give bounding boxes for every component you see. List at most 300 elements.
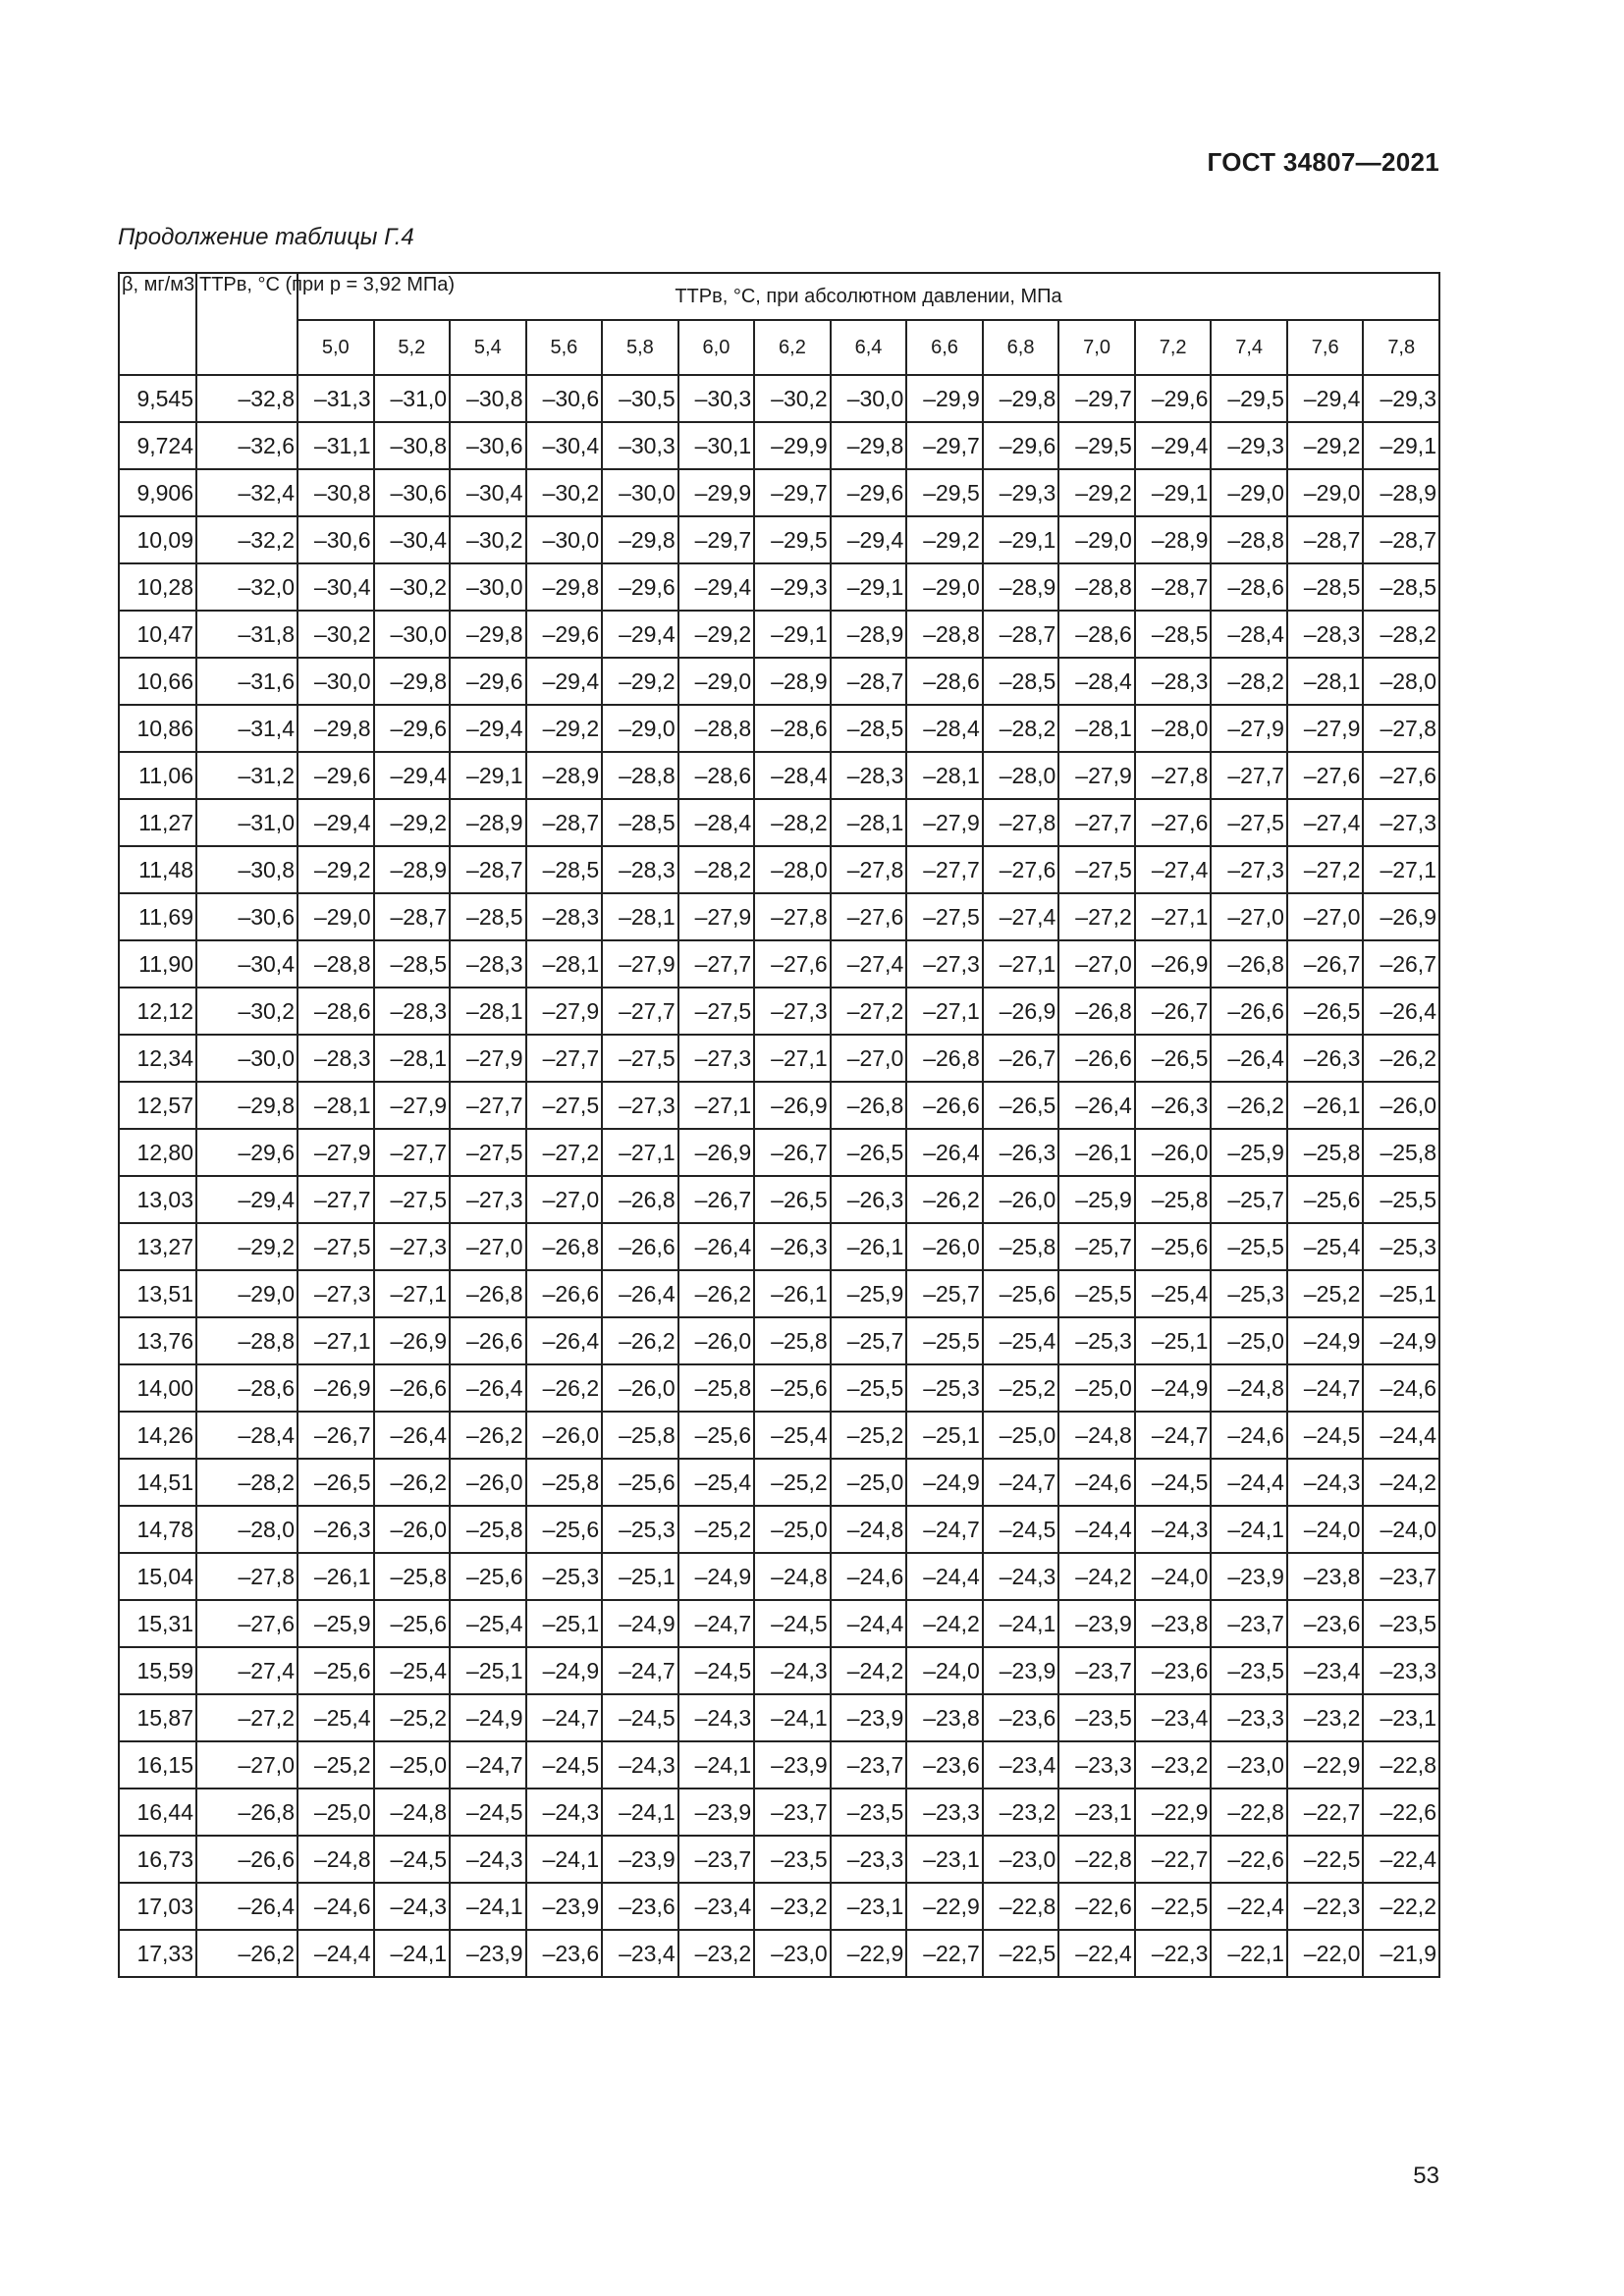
pressure-header-cell: 7,8: [1363, 320, 1439, 375]
cell-beta: 9,545: [119, 375, 196, 422]
cell-value: –26,7: [754, 1129, 831, 1176]
cell-value: –28,7: [831, 658, 907, 705]
cell-value: –28,0: [983, 752, 1059, 799]
cell-ttr-base: –32,4: [196, 469, 298, 516]
cell-value: –27,9: [450, 1035, 526, 1082]
cell-value: –25,8: [1363, 1129, 1439, 1176]
cell-value: –26,1: [754, 1270, 831, 1317]
cell-value: –26,0: [450, 1459, 526, 1506]
cell-beta: 14,00: [119, 1364, 196, 1412]
cell-value: –28,8: [1211, 516, 1287, 563]
cell-value: –25,4: [678, 1459, 755, 1506]
cell-value: –27,1: [678, 1082, 755, 1129]
cell-value: –29,4: [298, 799, 374, 846]
table-row: [119, 1789, 1439, 1836]
cell-value: –23,7: [831, 1741, 907, 1789]
cell-value: –25,2: [1287, 1270, 1364, 1317]
cell-value: –27,0: [1058, 940, 1135, 988]
cell-ttr-base: –31,4: [196, 705, 298, 752]
cell-value: –25,8: [602, 1412, 678, 1459]
cell-value: –24,8: [374, 1789, 451, 1836]
cell-value: –24,4: [298, 1930, 374, 1977]
cell-beta: 10,47: [119, 611, 196, 658]
cell-value: –29,0: [906, 563, 983, 611]
cell-value: –26,0: [1135, 1129, 1212, 1176]
cell-value: –23,6: [602, 1883, 678, 1930]
cell-value: –26,4: [526, 1317, 603, 1364]
cell-value: –22,2: [1363, 1883, 1439, 1930]
cell-value: –29,4: [1135, 422, 1212, 469]
cell-ttr-base: –29,8: [196, 1082, 298, 1129]
cell-value: –29,6: [831, 469, 907, 516]
cell-value: –27,8: [983, 799, 1059, 846]
cell-value: –22,7: [1135, 1836, 1212, 1883]
cell-value: –25,4: [298, 1694, 374, 1741]
cell-value: –29,2: [298, 846, 374, 893]
cell-value: –28,5: [602, 799, 678, 846]
cell-value: –28,6: [754, 705, 831, 752]
table-row: [119, 611, 1439, 658]
cell-value: –27,7: [374, 1129, 451, 1176]
cell-value: –23,9: [831, 1694, 907, 1741]
pressure-header-cell: 6,6: [906, 320, 983, 375]
cell-value: –24,3: [983, 1553, 1059, 1600]
cell-value: –23,9: [602, 1836, 678, 1883]
cell-value: –28,1: [298, 1082, 374, 1129]
cell-value: –27,0: [1287, 893, 1364, 940]
cell-value: –30,6: [374, 469, 451, 516]
cell-value: –28,7: [1363, 516, 1439, 563]
cell-value: –29,2: [1058, 469, 1135, 516]
cell-value: –22,4: [1058, 1930, 1135, 1977]
cell-value: –25,7: [1211, 1176, 1287, 1223]
cell-ttr-base: –27,6: [196, 1600, 298, 1647]
cell-value: –29,4: [526, 658, 603, 705]
header-ttr-base: ТТРв, °С (при p = 3,92 МПа): [196, 273, 298, 375]
cell-value: –28,5: [1135, 611, 1212, 658]
table-row: [119, 1270, 1439, 1317]
cell-value: –25,4: [1287, 1223, 1364, 1270]
cell-value: –24,7: [1287, 1364, 1364, 1412]
cell-value: –24,4: [1058, 1506, 1135, 1553]
cell-value: –23,1: [1363, 1694, 1439, 1741]
cell-value: –24,7: [1135, 1412, 1212, 1459]
cell-value: –26,1: [298, 1553, 374, 1600]
cell-value: –27,4: [831, 940, 907, 988]
cell-value: –27,1: [602, 1129, 678, 1176]
data-table: [118, 272, 1440, 1978]
cell-beta: 16,44: [119, 1789, 196, 1836]
cell-value: –25,8: [526, 1459, 603, 1506]
cell-beta: 12,12: [119, 988, 196, 1035]
cell-value: –28,1: [450, 988, 526, 1035]
cell-value: –24,9: [1363, 1317, 1439, 1364]
cell-value: –24,7: [983, 1459, 1059, 1506]
cell-value: –22,3: [1287, 1883, 1364, 1930]
cell-value: –24,8: [831, 1506, 907, 1553]
cell-value: –27,7: [906, 846, 983, 893]
cell-value: –23,6: [1135, 1647, 1212, 1694]
cell-value: –24,5: [983, 1506, 1059, 1553]
cell-ttr-base: –31,6: [196, 658, 298, 705]
cell-ttr-base: –26,2: [196, 1930, 298, 1977]
cell-value: –24,3: [754, 1647, 831, 1694]
table-row: [119, 469, 1439, 516]
cell-value: –23,4: [678, 1883, 755, 1930]
cell-value: –29,2: [374, 799, 451, 846]
cell-value: –25,6: [602, 1459, 678, 1506]
cell-value: –27,1: [1135, 893, 1212, 940]
cell-value: –27,7: [602, 988, 678, 1035]
cell-value: –30,8: [450, 375, 526, 422]
cell-value: –29,7: [906, 422, 983, 469]
cell-value: –27,7: [678, 940, 755, 988]
cell-value: –25,3: [906, 1364, 983, 1412]
cell-value: –29,3: [1363, 375, 1439, 422]
cell-value: –29,7: [754, 469, 831, 516]
cell-beta: 15,31: [119, 1600, 196, 1647]
cell-ttr-base: –30,4: [196, 940, 298, 988]
cell-value: –22,0: [1287, 1930, 1364, 1977]
cell-value: –25,1: [602, 1553, 678, 1600]
cell-value: –29,5: [906, 469, 983, 516]
cell-value: –27,1: [983, 940, 1059, 988]
cell-value: –28,2: [678, 846, 755, 893]
cell-ttr-base: –26,8: [196, 1789, 298, 1836]
cell-beta: 14,26: [119, 1412, 196, 1459]
cell-value: –23,7: [1058, 1647, 1135, 1694]
cell-value: –26,2: [906, 1176, 983, 1223]
cell-value: –27,9: [526, 988, 603, 1035]
cell-value: –25,3: [1058, 1317, 1135, 1364]
cell-value: –26,6: [1058, 1035, 1135, 1082]
cell-value: –30,8: [374, 422, 451, 469]
cell-value: –29,4: [1287, 375, 1364, 422]
cell-value: –30,6: [450, 422, 526, 469]
cell-value: –28,1: [602, 893, 678, 940]
cell-value: –25,0: [1211, 1317, 1287, 1364]
cell-beta: 12,57: [119, 1082, 196, 1129]
cell-value: –27,8: [1135, 752, 1212, 799]
cell-value: –24,5: [450, 1789, 526, 1836]
cell-value: –23,7: [754, 1789, 831, 1836]
cell-value: –23,9: [526, 1883, 603, 1930]
cell-value: –26,9: [678, 1129, 755, 1176]
cell-value: –27,5: [1211, 799, 1287, 846]
cell-value: –26,6: [374, 1364, 451, 1412]
cell-value: –28,1: [831, 799, 907, 846]
cell-value: –26,9: [1363, 893, 1439, 940]
cell-value: –30,1: [678, 422, 755, 469]
cell-value: –29,1: [831, 563, 907, 611]
table-body: [119, 375, 1439, 1977]
cell-ttr-base: –27,4: [196, 1647, 298, 1694]
cell-value: –23,8: [1135, 1600, 1212, 1647]
cell-value: –29,2: [602, 658, 678, 705]
table-row: [119, 658, 1439, 705]
cell-beta: 9,724: [119, 422, 196, 469]
cell-value: –28,7: [526, 799, 603, 846]
cell-value: –28,8: [1058, 563, 1135, 611]
cell-ttr-base: –30,0: [196, 1035, 298, 1082]
cell-value: –25,5: [1211, 1223, 1287, 1270]
cell-value: –30,4: [526, 422, 603, 469]
cell-value: –28,1: [1287, 658, 1364, 705]
cell-value: –29,5: [1211, 375, 1287, 422]
cell-value: –28,3: [450, 940, 526, 988]
cell-value: –23,5: [754, 1836, 831, 1883]
cell-value: –28,3: [298, 1035, 374, 1082]
cell-value: –28,4: [906, 705, 983, 752]
cell-value: –25,6: [526, 1506, 603, 1553]
cell-value: –29,6: [602, 563, 678, 611]
cell-value: –26,3: [1135, 1082, 1212, 1129]
cell-value: –24,7: [906, 1506, 983, 1553]
cell-value: –23,4: [983, 1741, 1059, 1789]
cell-value: –29,2: [906, 516, 983, 563]
cell-beta: 11,27: [119, 799, 196, 846]
cell-value: –22,5: [983, 1930, 1059, 1977]
cell-value: –26,3: [831, 1176, 907, 1223]
cell-value: –25,0: [298, 1789, 374, 1836]
cell-value: –26,9: [1135, 940, 1212, 988]
table-row: [119, 846, 1439, 893]
cell-value: –27,7: [1211, 752, 1287, 799]
cell-value: –26,6: [526, 1270, 603, 1317]
cell-value: –24,1: [1211, 1506, 1287, 1553]
cell-value: –24,2: [1058, 1553, 1135, 1600]
cell-value: –28,1: [374, 1035, 451, 1082]
cell-value: –24,5: [1287, 1412, 1364, 1459]
cell-value: –23,8: [906, 1694, 983, 1741]
cell-value: –26,5: [1287, 988, 1364, 1035]
cell-value: –28,9: [526, 752, 603, 799]
cell-value: –29,1: [1135, 469, 1212, 516]
cell-value: –29,0: [602, 705, 678, 752]
cell-value: –23,2: [1135, 1741, 1212, 1789]
cell-value: –29,8: [983, 375, 1059, 422]
cell-value: –28,6: [1211, 563, 1287, 611]
cell-beta: 11,48: [119, 846, 196, 893]
pressure-header-cell: 5,2: [374, 320, 451, 375]
cell-value: –22,6: [1211, 1836, 1287, 1883]
table-row: [119, 1412, 1439, 1459]
cell-value: –22,8: [1058, 1836, 1135, 1883]
cell-value: –27,3: [602, 1082, 678, 1129]
cell-value: –25,3: [602, 1506, 678, 1553]
cell-value: –23,0: [754, 1930, 831, 1977]
cell-value: –27,5: [298, 1223, 374, 1270]
cell-value: –27,4: [1135, 846, 1212, 893]
cell-value: –28,4: [678, 799, 755, 846]
cell-value: –29,9: [906, 375, 983, 422]
pressure-header-cell: 5,0: [298, 320, 374, 375]
cell-value: –27,6: [754, 940, 831, 988]
cell-ttr-base: –32,2: [196, 516, 298, 563]
cell-beta: 15,87: [119, 1694, 196, 1741]
page-number: 53: [1413, 2163, 1439, 2189]
cell-value: –30,2: [450, 516, 526, 563]
cell-value: –24,3: [602, 1741, 678, 1789]
cell-value: –29,0: [678, 658, 755, 705]
cell-value: –29,3: [754, 563, 831, 611]
table-row: [119, 422, 1439, 469]
cell-value: –23,6: [906, 1741, 983, 1789]
cell-value: –23,3: [906, 1789, 983, 1836]
cell-value: –26,0: [602, 1364, 678, 1412]
cell-value: –28,4: [1058, 658, 1135, 705]
cell-ttr-base: –31,8: [196, 611, 298, 658]
cell-value: –26,8: [831, 1082, 907, 1129]
document-standard-header: ГОСТ 34807—2021: [1207, 147, 1439, 177]
cell-value: –26,3: [983, 1129, 1059, 1176]
pressure-header-cell: 7,6: [1287, 320, 1364, 375]
cell-value: –23,1: [906, 1836, 983, 1883]
cell-value: –31,1: [298, 422, 374, 469]
cell-value: –24,9: [1287, 1317, 1364, 1364]
cell-value: –26,6: [1211, 988, 1287, 1035]
cell-value: –25,5: [1363, 1176, 1439, 1223]
cell-value: –23,0: [1211, 1741, 1287, 1789]
cell-value: –28,7: [1287, 516, 1364, 563]
cell-value: –27,6: [1363, 752, 1439, 799]
table-row: [119, 375, 1439, 422]
cell-value: –26,2: [374, 1459, 451, 1506]
cell-value: –27,6: [983, 846, 1059, 893]
cell-value: –27,5: [602, 1035, 678, 1082]
cell-value: –23,0: [983, 1836, 1059, 1883]
cell-beta: 12,34: [119, 1035, 196, 1082]
cell-value: –23,6: [1287, 1600, 1364, 1647]
cell-value: –24,1: [526, 1836, 603, 1883]
cell-value: –24,6: [1058, 1459, 1135, 1506]
cell-beta: 16,15: [119, 1741, 196, 1789]
cell-value: –23,9: [754, 1741, 831, 1789]
cell-value: –29,4: [602, 611, 678, 658]
cell-value: –29,6: [983, 422, 1059, 469]
cell-value: –29,1: [983, 516, 1059, 563]
cell-value: –25,9: [1058, 1176, 1135, 1223]
pressure-header-cell: 6,2: [754, 320, 831, 375]
cell-value: –27,0: [526, 1176, 603, 1223]
cell-value: –30,0: [831, 375, 907, 422]
cell-value: –26,4: [1058, 1082, 1135, 1129]
cell-value: –25,0: [754, 1506, 831, 1553]
cell-value: –22,4: [1363, 1836, 1439, 1883]
cell-value: –28,9: [450, 799, 526, 846]
cell-ttr-base: –29,6: [196, 1129, 298, 1176]
cell-value: –29,6: [526, 611, 603, 658]
cell-value: –27,3: [906, 940, 983, 988]
cell-value: –25,0: [374, 1741, 451, 1789]
cell-value: –26,7: [1135, 988, 1212, 1035]
cell-value: –25,8: [983, 1223, 1059, 1270]
table-row: [119, 1883, 1439, 1930]
cell-value: –29,5: [754, 516, 831, 563]
cell-value: –29,8: [374, 658, 451, 705]
cell-value: –28,6: [1058, 611, 1135, 658]
cell-value: –29,9: [754, 422, 831, 469]
cell-ttr-base: –32,8: [196, 375, 298, 422]
cell-value: –25,6: [298, 1647, 374, 1694]
cell-value: –29,8: [450, 611, 526, 658]
cell-value: –24,9: [602, 1600, 678, 1647]
cell-value: –26,0: [983, 1176, 1059, 1223]
cell-value: –29,7: [678, 516, 755, 563]
pressure-header-cell: 6,0: [678, 320, 755, 375]
cell-value: –24,5: [1135, 1459, 1212, 1506]
cell-value: –26,0: [678, 1317, 755, 1364]
pressure-header-cell: 7,4: [1211, 320, 1287, 375]
cell-value: –28,9: [374, 846, 451, 893]
cell-value: –27,1: [374, 1270, 451, 1317]
cell-value: –25,5: [831, 1364, 907, 1412]
cell-value: –27,9: [602, 940, 678, 988]
cell-value: –28,3: [1287, 611, 1364, 658]
cell-value: –28,8: [906, 611, 983, 658]
cell-value: –23,5: [1058, 1694, 1135, 1741]
cell-value: –28,2: [1363, 611, 1439, 658]
cell-value: –29,6: [1135, 375, 1212, 422]
cell-value: –27,7: [1058, 799, 1135, 846]
cell-beta: 9,906: [119, 469, 196, 516]
cell-ttr-base: –28,6: [196, 1364, 298, 1412]
cell-value: –30,2: [526, 469, 603, 516]
cell-value: –28,9: [831, 611, 907, 658]
cell-value: –26,9: [983, 988, 1059, 1035]
cell-value: –25,1: [906, 1412, 983, 1459]
cell-value: –24,0: [906, 1647, 983, 1694]
cell-value: –26,5: [298, 1459, 374, 1506]
table-row: [119, 563, 1439, 611]
cell-value: –25,2: [983, 1364, 1059, 1412]
table-row: [119, 1082, 1439, 1129]
cell-value: –25,9: [1211, 1129, 1287, 1176]
cell-value: –27,7: [450, 1082, 526, 1129]
cell-ttr-base: –27,2: [196, 1694, 298, 1741]
cell-value: –27,6: [1287, 752, 1364, 799]
cell-value: –27,9: [906, 799, 983, 846]
cell-value: –23,4: [1287, 1647, 1364, 1694]
cell-value: –26,0: [1363, 1082, 1439, 1129]
cell-ttr-base: –26,6: [196, 1836, 298, 1883]
cell-value: –26,7: [678, 1176, 755, 1223]
cell-value: –24,3: [678, 1694, 755, 1741]
cell-value: –26,2: [1211, 1082, 1287, 1129]
cell-value: –30,3: [602, 422, 678, 469]
cell-value: –26,3: [298, 1506, 374, 1553]
cell-value: –27,5: [374, 1176, 451, 1223]
cell-value: –27,3: [450, 1176, 526, 1223]
cell-value: –27,1: [1363, 846, 1439, 893]
cell-value: –24,9: [450, 1694, 526, 1741]
cell-value: –28,7: [450, 846, 526, 893]
header-beta: β, мг/м3: [119, 273, 196, 375]
cell-value: –30,2: [374, 563, 451, 611]
cell-value: –25,6: [1135, 1223, 1212, 1270]
cell-value: –31,0: [374, 375, 451, 422]
cell-value: –25,2: [831, 1412, 907, 1459]
cell-value: –29,4: [831, 516, 907, 563]
cell-value: –24,2: [1363, 1459, 1439, 1506]
cell-value: –27,7: [526, 1035, 603, 1082]
cell-value: –25,9: [298, 1600, 374, 1647]
cell-value: –30,0: [526, 516, 603, 563]
cell-value: –22,5: [1287, 1836, 1364, 1883]
cell-value: –24,4: [1363, 1412, 1439, 1459]
cell-value: –24,6: [1211, 1412, 1287, 1459]
cell-value: –25,0: [983, 1412, 1059, 1459]
